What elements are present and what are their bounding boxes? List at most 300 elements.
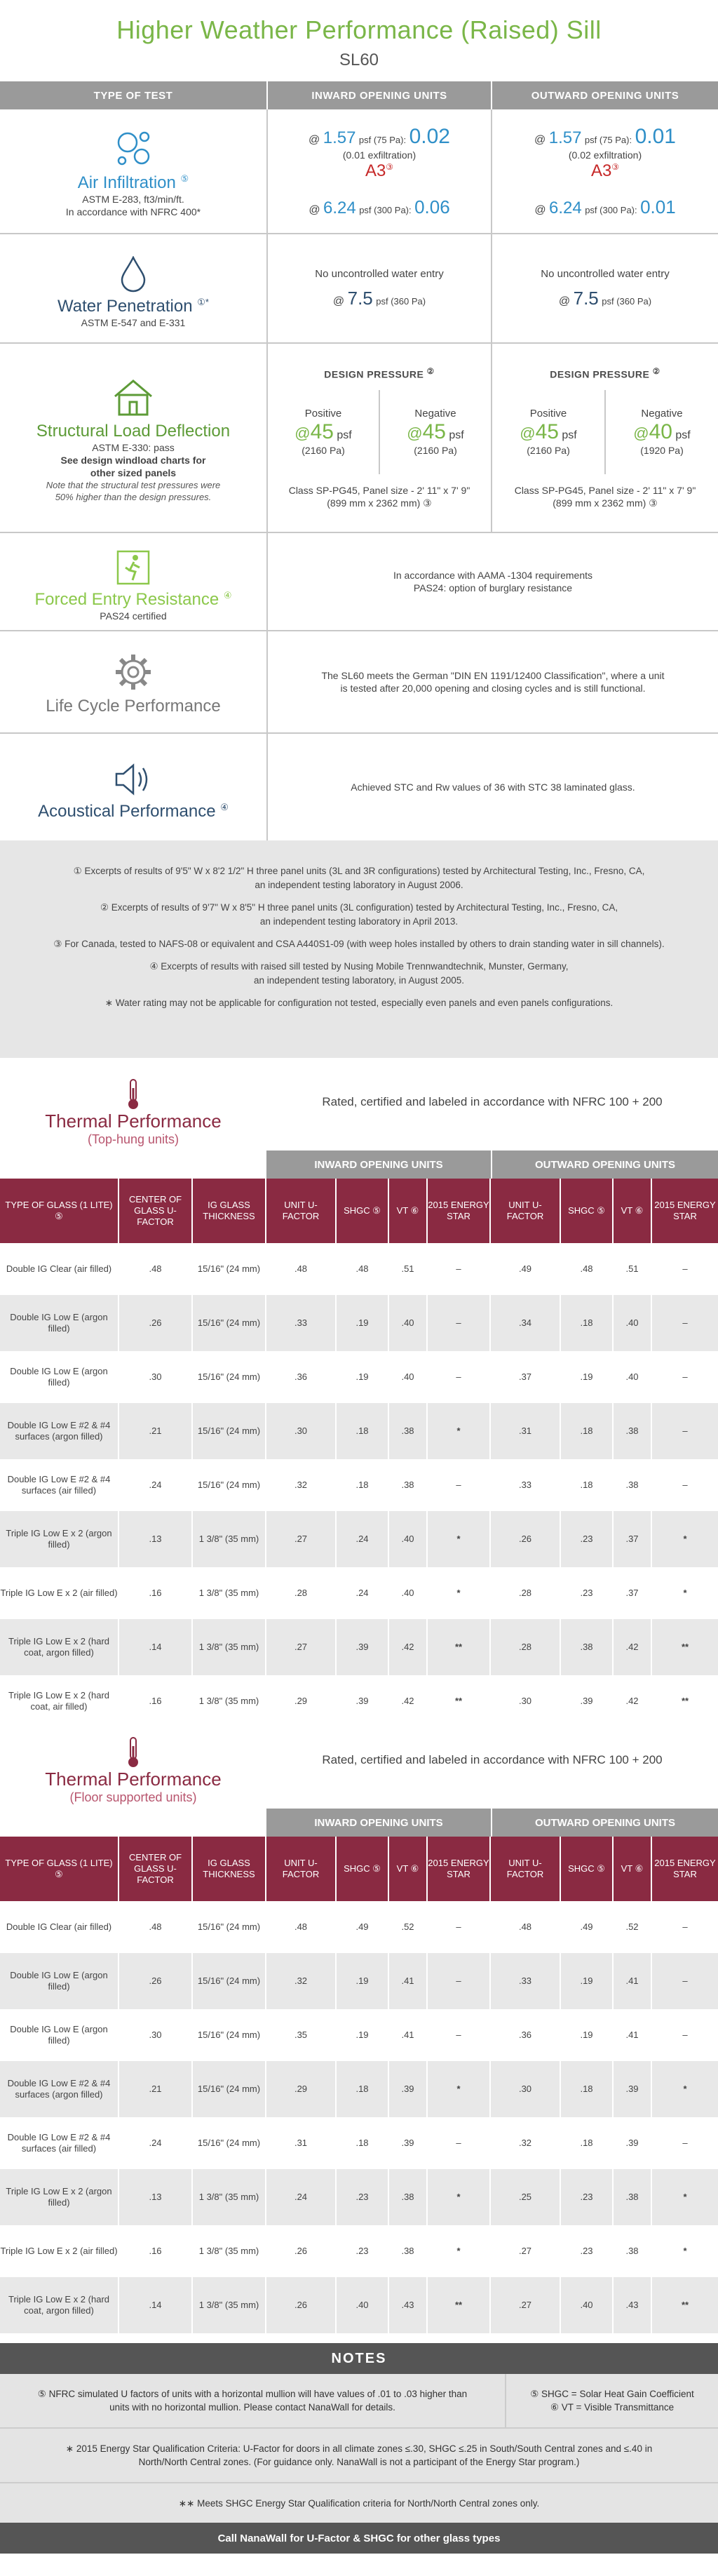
cell-th: 1 3/8" (35 mm): [193, 2277, 266, 2333]
air-out-p2: 6.24: [549, 198, 582, 217]
cell-type: Double IG Low E #2 & #4 surfaces (air filled): [0, 2117, 119, 2169]
class-line2-out: (899 mm x 2362 mm) ③: [553, 497, 658, 509]
cell-is: .19: [337, 1351, 389, 1403]
structural-l2: See design windload charts for: [60, 455, 206, 466]
cell-cog: .26: [119, 1295, 193, 1351]
col-type: TYPE OF GLASS (1 LITE) ⑤: [0, 1837, 119, 1901]
table-row: [0, 2169, 718, 2225]
cell-is: .48: [337, 1243, 389, 1295]
structural-n2: 50% higher than the design pressures.: [55, 492, 212, 502]
at-symbol: @: [309, 133, 320, 146]
cell-cog: .16: [119, 1675, 193, 1727]
thermal-header-floor: [0, 1733, 718, 1809]
cell-is: .24: [337, 1567, 389, 1619]
cell-oe: –: [652, 1295, 718, 1351]
air-out-class-sup: ③: [611, 161, 620, 172]
cell-is: .19: [337, 2009, 389, 2061]
performance-header: [0, 81, 718, 109]
forced-sup: ④: [223, 590, 232, 601]
cell-th: 15/16" (24 mm): [193, 2009, 266, 2061]
house-icon: [111, 373, 156, 417]
cell-ie: –: [428, 1295, 491, 1351]
water-in-text: No uncontrolled water entry: [315, 267, 444, 280]
cell-oe: *: [652, 2169, 718, 2225]
cell-os: .23: [561, 2225, 614, 2277]
cell-ie: **: [428, 1675, 491, 1727]
row-life-cycle: [0, 631, 718, 734]
air-outward: [491, 109, 718, 233]
table-row: [0, 2061, 718, 2117]
air-out-u1: psf (75 Pa):: [584, 134, 632, 145]
table-row: [0, 1295, 718, 1351]
cell-ou: .27: [491, 2225, 561, 2277]
air-in-class: A3: [365, 161, 386, 180]
cell-cog: .21: [119, 2061, 193, 2117]
cell-iu: .29: [266, 1675, 337, 1727]
col-vt-out: VT ⑥: [614, 1837, 652, 1901]
table-row: [0, 1675, 718, 1727]
air-in-ex: (0.01 exfiltration): [342, 149, 416, 161]
at-symbol: @: [294, 424, 311, 442]
col-unit-out: UNIT U-FACTOR: [491, 1837, 561, 1901]
design-pressure-title: DESIGN PRESSURE: [324, 368, 424, 380]
cell-ou: .32: [491, 2117, 561, 2169]
pos-label: Positive: [304, 407, 342, 420]
cell-iv: .38: [389, 1459, 428, 1511]
cell-cog: .26: [119, 1953, 193, 2009]
out-neg-value: 40: [649, 420, 672, 443]
cell-is: .23: [337, 2169, 389, 2225]
cell-ov: .38: [614, 2169, 652, 2225]
water-in-unit: psf (360 Pa): [376, 295, 426, 307]
cell-is: .39: [337, 1675, 389, 1727]
table-row: [0, 2117, 718, 2169]
thermal-body-1: [0, 1243, 718, 1727]
cell-iu: .48: [266, 1243, 337, 1295]
cell-is: .23: [337, 2225, 389, 2277]
notes-body: [0, 2374, 718, 2523]
air-in-u2: psf (300 Pa):: [359, 204, 412, 215]
col-thickness: IG GLASS THICKNESS: [193, 1179, 266, 1243]
cell-iv: .40: [389, 1295, 428, 1351]
cell-cog: .21: [119, 1403, 193, 1459]
col-vt-in: VT ⑥: [389, 1837, 428, 1901]
thermal-group-header-1: [0, 1151, 718, 1179]
cell-os: .48: [561, 1243, 614, 1295]
cell-cog: .14: [119, 1619, 193, 1675]
cell-type: Triple IG Low E x 2 (hard coat, argon filled): [0, 1619, 119, 1675]
cell-iu: .32: [266, 1953, 337, 2009]
footnotes: [0, 840, 718, 1058]
cell-type: Triple IG Low E x 2 (air filled): [0, 1567, 119, 1619]
cell-os: .18: [561, 1459, 614, 1511]
cell-iv: .40: [389, 1511, 428, 1567]
acoustic-label-cell: [0, 734, 266, 840]
cell-type: Triple IG Low E x 2 (argon filled): [0, 2169, 119, 2225]
out-pos-pa: (2160 Pa): [527, 444, 570, 456]
cell-th: 15/16" (24 mm): [193, 2117, 266, 2169]
cell-cog: .14: [119, 2277, 193, 2333]
cell-ou: .25: [491, 2169, 561, 2225]
cell-os: .18: [561, 2061, 614, 2117]
cell-ov: .38: [614, 1459, 652, 1511]
cell-type: Double IG Clear (air filled): [0, 1243, 119, 1295]
gear-icon: [113, 648, 154, 692]
page-subtitle: SL60: [339, 51, 379, 69]
cell-is: .18: [337, 1403, 389, 1459]
cell-oe: **: [652, 2277, 718, 2333]
cell-iu: .27: [266, 1619, 337, 1675]
dp-sup: ②: [426, 367, 435, 377]
at-symbol: @: [633, 424, 649, 442]
cell-type: Double IG Low E #2 & #4 surfaces (argon filled): [0, 1403, 119, 1459]
cell-th: 15/16" (24 mm): [193, 1243, 266, 1295]
row-acoustic: [0, 734, 718, 840]
water-drop-icon: [119, 248, 147, 293]
water-label: Water Penetration: [57, 297, 193, 316]
col-unit-out: UNIT U-FACTOR: [491, 1179, 561, 1243]
thermal-rated-1: Rated, certified and labeled in accordance with NFRC 100 + 200: [322, 1095, 663, 1108]
cell-th: 15/16" (24 mm): [193, 1953, 266, 2009]
cell-type: Triple IG Low E x 2 (hard coat, argon filled): [0, 2277, 119, 2333]
cell-iu: .32: [266, 1459, 337, 1511]
air-sup: ⑤: [180, 173, 189, 184]
cell-os: .23: [561, 2169, 614, 2225]
water-label-cell: [0, 234, 266, 342]
cell-iv: .41: [389, 1953, 428, 2009]
table-row: [0, 1459, 718, 1511]
col-es-out: 2015 ENERGY STAR: [652, 1179, 718, 1243]
cell-th: 15/16" (24 mm): [193, 1459, 266, 1511]
footnote-1a: ① Excerpts of results of 9'5" W x 8'2 1/2" H three panel units (3L and 3R configurations) tested by Architectural Testing, Inc., Fresno, CA,: [73, 866, 645, 876]
thermal-rated-2: Rated, certified and labeled in accordance with NFRC 100 + 200: [322, 1753, 663, 1766]
cell-ie: *: [428, 2169, 491, 2225]
thermal-group-header-2: [0, 1809, 718, 1837]
group-inward-2: INWARD OPENING UNITS: [266, 1809, 491, 1837]
cell-ov: .39: [614, 2061, 652, 2117]
table-row: [0, 1567, 718, 1619]
thermal-header-top-hung: [0, 1075, 718, 1151]
acoustic-sup: ④: [220, 802, 229, 812]
cell-iu: .27: [266, 1511, 337, 1567]
cell-oe: *: [652, 2061, 718, 2117]
water-out-unit: psf (360 Pa): [602, 295, 652, 307]
note-shgc: ⑤ SHGC = Solar Heat Gain Coefficient: [530, 2389, 694, 2399]
cell-os: .23: [561, 1511, 614, 1567]
cell-os: .19: [561, 2009, 614, 2061]
at-symbol: @: [558, 295, 571, 307]
table-row: [0, 2277, 718, 2333]
thermal-title-2: Thermal Performance: [45, 1769, 222, 1790]
cell-cog: .48: [119, 1243, 193, 1295]
forced-t1: In accordance with AAMA -1304 requirements: [393, 570, 593, 581]
table-row: [0, 1511, 718, 1567]
water-l1: ASTM E-547 and E-331: [81, 317, 186, 328]
thermometer-icon: [126, 1736, 141, 1769]
structural-l1: ASTM E-330: pass: [92, 442, 175, 453]
row-air-infiltration: [0, 109, 718, 234]
cell-ie: **: [428, 2277, 491, 2333]
air-out-ex: (0.02 exfiltration): [568, 149, 642, 161]
note-mullion: ⑤ NFRC simulated U factors of units with a horizontal mullion will have values of .01 to .03 higher than units with no horizontal mullion. Please contact NanaWall for details.: [37, 2389, 468, 2413]
cell-cog: .30: [119, 2009, 193, 2061]
cell-oe: –: [652, 2117, 718, 2169]
row-forced-entry: [0, 533, 718, 631]
cell-is: .18: [337, 2061, 389, 2117]
in-pos-pa: (2160 Pa): [302, 444, 345, 456]
unit: psf: [562, 429, 577, 441]
life-label-cell: [0, 631, 266, 732]
cell-ie: –: [428, 1459, 491, 1511]
exit-person-icon: [116, 541, 151, 586]
life-t2: is tested after 20,000 opening and closing cycles and is still functional.: [340, 683, 646, 694]
cell-iv: .42: [389, 1619, 428, 1675]
acoustic-label: Acoustical Performance: [38, 802, 216, 821]
col-es-in: 2015 ENERGY STAR: [428, 1179, 491, 1243]
thermal-col-header-1: [0, 1179, 718, 1243]
footnote-4a: ④ Excerpts of results with raised sill tested by Nusing Mobile Trennwandtechnik, Munster, Germany,: [149, 961, 569, 972]
thermal-sub-2: (Floor supported units): [69, 1790, 197, 1804]
cell-iu: .26: [266, 2225, 337, 2277]
air-in-p2: 6.24: [323, 198, 356, 217]
cell-os: .18: [561, 1295, 614, 1351]
at-symbol: @: [534, 133, 546, 146]
structural-n1: Note that the structural test pressures were: [46, 480, 221, 490]
at-symbol: @: [407, 424, 423, 442]
cell-type: Double IG Low E #2 & #4 surfaces (air filled): [0, 1459, 119, 1511]
cell-ou: .30: [491, 2061, 561, 2117]
cell-iu: .36: [266, 1351, 337, 1403]
dp-cols-inward: [268, 390, 491, 474]
cell-th: 1 3/8" (35 mm): [193, 1567, 266, 1619]
cell-ov: .42: [614, 1619, 652, 1675]
cell-is: .49: [337, 1901, 389, 1953]
at-symbol: @: [534, 203, 546, 216]
cell-ov: .40: [614, 1351, 652, 1403]
water-in-value: 7.5: [347, 287, 373, 309]
cell-ie: –: [428, 1953, 491, 2009]
cell-ie: –: [428, 1901, 491, 1953]
cell-ou: .37: [491, 1351, 561, 1403]
cell-oe: –: [652, 1403, 718, 1459]
air-inward: [266, 109, 491, 233]
structural-outward: [491, 344, 718, 532]
cell-th: 15/16" (24 mm): [193, 1295, 266, 1351]
cell-cog: .30: [119, 1351, 193, 1403]
cell-is: .24: [337, 1511, 389, 1567]
air-in-u1: psf (75 Pa):: [358, 134, 407, 145]
life-desc: [266, 631, 718, 732]
acoustic-t1: Achieved STC and Rw values of 36 with STC 38 laminated glass.: [351, 781, 635, 793]
cell-iv: .38: [389, 2225, 428, 2277]
cell-os: .49: [561, 1901, 614, 1953]
air-out-v1: 0.01: [635, 124, 676, 148]
cell-ie: *: [428, 2061, 491, 2117]
cell-os: .39: [561, 1675, 614, 1727]
air-label: Air Infiltration: [77, 173, 176, 192]
air-out-v2: 0.01: [640, 196, 676, 217]
cell-ie: *: [428, 1567, 491, 1619]
cell-oe: **: [652, 1675, 718, 1727]
cell-oe: –: [652, 1243, 718, 1295]
col-shgc-out: SHGC ⑤: [561, 1837, 614, 1901]
note-vt: ⑥ VT = Visible Transmittance: [550, 2402, 675, 2413]
cell-cog: .24: [119, 1459, 193, 1511]
cell-cog: .13: [119, 1511, 193, 1567]
water-out-value: 7.5: [573, 287, 599, 309]
cell-os: .23: [561, 1567, 614, 1619]
cell-iv: .38: [389, 2169, 428, 2225]
bubbles-icon: [112, 124, 154, 169]
unit: psf: [675, 429, 691, 441]
col-shgc-out: SHGC ⑤: [561, 1179, 614, 1243]
cell-oe: *: [652, 1511, 718, 1567]
cell-iu: .29: [266, 2061, 337, 2117]
cell-iv: .42: [389, 1675, 428, 1727]
cell-is: .40: [337, 2277, 389, 2333]
table-row: [0, 1901, 718, 1953]
cell-th: 15/16" (24 mm): [193, 1403, 266, 1459]
air-out-class: A3: [590, 161, 612, 180]
thermal-col-header-2: [0, 1837, 718, 1901]
cell-ov: .43: [614, 2277, 652, 2333]
cell-ie: –: [428, 1243, 491, 1295]
cell-ie: *: [428, 1511, 491, 1567]
cell-iv: .38: [389, 1403, 428, 1459]
group-outward-2: OUTWARD OPENING UNITS: [492, 1809, 718, 1837]
cell-cog: .13: [119, 2169, 193, 2225]
cell-th: 15/16" (24 mm): [193, 1351, 266, 1403]
in-pos-value: 45: [310, 420, 334, 443]
design-pressure-title: DESIGN PRESSURE: [550, 368, 650, 380]
group-outward-1: OUTWARD OPENING UNITS: [492, 1151, 718, 1179]
air-in-v2: 0.06: [414, 196, 450, 217]
at-symbol: @: [309, 203, 320, 216]
cell-os: .18: [561, 2117, 614, 2169]
cell-os: .40: [561, 2277, 614, 2333]
cell-type: Double IG Low E #2 & #4 surfaces (argon filled): [0, 2061, 119, 2117]
cell-ov: .52: [614, 1901, 652, 1953]
class-line1-in: Class SP-PG45, Panel size - 2' 11" x 7' 9": [288, 484, 470, 496]
col-unit-in: UNIT U-FACTOR: [266, 1837, 337, 1901]
cell-type: Triple IG Low E x 2 (air filled): [0, 2225, 119, 2277]
footnote-2b: an independent testing laboratory in April 2013.: [259, 916, 459, 927]
cell-ou: .28: [491, 1567, 561, 1619]
footnote-2a: ② Excerpts of results of 9'7" W x 8'5" H three panel units (3L configuration) tested by Architectural Testing, Inc., Fresno, CA,: [100, 902, 618, 913]
cell-ie: *: [428, 1403, 491, 1459]
table-row: [0, 1351, 718, 1403]
table-row: [0, 1619, 718, 1675]
cell-ou: .33: [491, 1953, 561, 2009]
cell-ou: .31: [491, 1403, 561, 1459]
air-in-class-wrap: [365, 161, 393, 181]
neg-label: Negative: [641, 407, 683, 420]
cell-iv: .43: [389, 2277, 428, 2333]
cell-ie: **: [428, 1619, 491, 1675]
cell-ov: .40: [614, 1295, 652, 1351]
cell-ie: –: [428, 1351, 491, 1403]
cell-is: .18: [337, 1459, 389, 1511]
air-l1: ASTM E-283, ft3/min/ft.: [82, 194, 184, 205]
cell-iv: .39: [389, 2117, 428, 2169]
cell-os: .18: [561, 1403, 614, 1459]
cell-cog: .16: [119, 1567, 193, 1619]
header-type: TYPE OF TEST: [0, 81, 266, 109]
cell-oe: *: [652, 1567, 718, 1619]
performance-table: [0, 81, 718, 840]
cell-iv: .52: [389, 1901, 428, 1953]
class-line2-in: (899 mm x 2362 mm) ③: [327, 497, 432, 509]
structural-inward: [266, 344, 491, 532]
cell-th: 1 3/8" (35 mm): [193, 1619, 266, 1675]
forced-label: Forced Entry Resistance: [34, 590, 219, 609]
cell-th: 1 3/8" (35 mm): [193, 2169, 266, 2225]
footnote-4b: an independent testing laboratory, in August 2005.: [254, 975, 464, 986]
cell-th: 1 3/8" (35 mm): [193, 1511, 266, 1567]
col-shgc-in: SHGC ⑤: [337, 1837, 389, 1901]
cell-ov: .37: [614, 1511, 652, 1567]
cell-ov: .42: [614, 1675, 652, 1727]
col-es-out: 2015 ENERGY STAR: [652, 1837, 718, 1901]
cell-iv: .41: [389, 2009, 428, 2061]
cell-iu: .30: [266, 1403, 337, 1459]
cell-ov: .41: [614, 2009, 652, 2061]
cell-th: 1 3/8" (35 mm): [193, 1675, 266, 1727]
cell-oe: **: [652, 1619, 718, 1675]
cell-th: 15/16" (24 mm): [193, 1901, 266, 1953]
footnote-5: ∗ Water rating may not be applicable for configuration not tested, especially even panels and even panels configurations.: [104, 998, 614, 1008]
in-neg-value: 45: [422, 420, 446, 443]
cell-ov: .51: [614, 1243, 652, 1295]
thermal-body-2: [0, 1901, 718, 2333]
cell-oe: –: [652, 2009, 718, 2061]
air-out-p1: 1.57: [548, 128, 582, 147]
note-energy-star: ∗ 2015 Energy Star Qualification Criteria: U-Factor for doors in all climate zones ≤.30, SHGC ≤.25 in South/South Central zones and ≤.40 in North/North Central zones. (For guidance only. NanaWall is not a participant of the Energy Star program.): [0, 2429, 718, 2483]
call-nanawall: Call NanaWall for U-Factor & SHGC for other glass types: [0, 2523, 718, 2554]
cell-type: Double IG Clear (air filled): [0, 1901, 119, 1953]
cell-type: Triple IG Low E x 2 (hard coat, air filled): [0, 1675, 119, 1727]
cell-iv: .39: [389, 2061, 428, 2117]
acoustic-desc: [266, 734, 718, 840]
water-outward: [491, 234, 718, 342]
cell-cog: .24: [119, 2117, 193, 2169]
cell-type: Double IG Low E (argon filled): [0, 2009, 119, 2061]
cell-iu: .26: [266, 2277, 337, 2333]
cell-ou: .48: [491, 1901, 561, 1953]
cell-th: 15/16" (24 mm): [193, 2061, 266, 2117]
cell-type: Double IG Low E (argon filled): [0, 1351, 119, 1403]
cell-is: .19: [337, 1295, 389, 1351]
cell-ou: .30: [491, 1675, 561, 1727]
life-t1: The SL60 meets the German "DIN EN 1191/12400 Classification", where a unit: [321, 670, 665, 681]
col-shgc-in: SHGC ⑤: [337, 1179, 389, 1243]
cell-ov: .41: [614, 1953, 652, 2009]
cell-os: .38: [561, 1619, 614, 1675]
air-label-cell: [0, 109, 266, 233]
class-line1-out: Class SP-PG45, Panel size - 2' 11" x 7' 9": [514, 484, 696, 496]
cell-oe: –: [652, 1901, 718, 1953]
cell-oe: –: [652, 1953, 718, 2009]
note-north: ∗∗ Meets SHGC Energy Star Qualification criteria for North/North Central zones only.: [178, 2497, 540, 2509]
cell-os: .19: [561, 1351, 614, 1403]
at-symbol: @: [520, 424, 536, 442]
row-structural: [0, 344, 718, 533]
cell-iu: .31: [266, 2117, 337, 2169]
col-type: TYPE OF GLASS (1 LITE) ⑤: [0, 1179, 119, 1243]
air-l2: In accordance with NFRC 400*: [65, 206, 201, 217]
notes-section: [0, 2343, 718, 2554]
col-center: CENTER OF GLASS U-FACTOR: [119, 1179, 193, 1243]
